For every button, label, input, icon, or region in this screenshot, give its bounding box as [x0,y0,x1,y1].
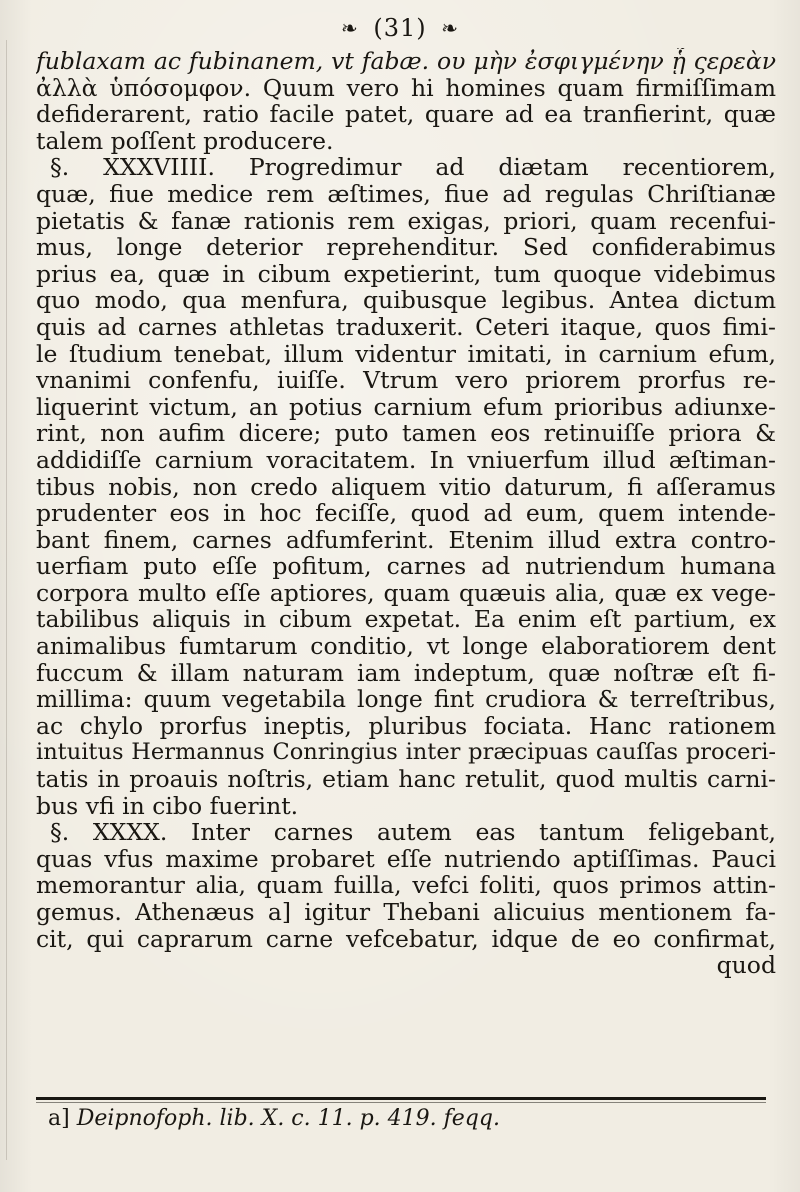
text-line: pietatis & fanæ rationis rem exigas, priori, quam recenfui- [36,207,776,235]
footnote-rule [36,1097,766,1100]
section-heading-line: §. XXXX. Inter carnes autem eas tantum feligebant, [50,819,776,846]
text-line: memorantur alia, quam fuilla, vefci foliti, quos primos attin- [36,872,776,899]
page-binding-shadow [6,40,7,1160]
text-line: vnanimi confenfu, iuiſſe. Vtrum vero priorem prorfus re- [36,367,776,394]
text-line: gemus. Athenæus a] igitur Thebani alicuius mentionem fa- [36,899,776,926]
footnote-text: Deipnofoph. lib. X. c. 11. p. 419. feqq. [76,1106,500,1131]
text-line: quas vfus maxime probaret eſſe nutriendo aptiſſimas. Pauci [36,845,776,873]
section-heading-line: §. XXXVIIII. Progredimur ad diætam recentiorem, [50,154,776,181]
text-line: animalibus fumtarum conditio, vt longe elaboratiorem dent [36,633,776,660]
text-line: fublaxam ac fubinanem, vt fabæ. ου μὴν ἐσφιγμένην ᾗ ςερεὰν [36,48,776,75]
text-line: fuccum & illam naturam iam indeptum, quæ noſtræ eſt fi- [36,659,776,687]
text-line: le ſtudium tenebat, illum videntur imitati, in carnium efum, [36,340,776,368]
catchword: quod [716,952,776,979]
text-line: ἀλλὰ ὑπόσομφον. Quum vero hi homines quam firmiſſimam [36,74,776,102]
text-line: millima: quum vegetabila longe fint crudiora & terreſtribus, [36,686,776,713]
text-line: quis ad carnes athletas traduxerit. Ceteri itaque, quos fimi- [36,313,776,341]
text-line: tabilibus aliquis in cibum expetat. Ea enim eſt partium, ex [36,606,776,634]
text-line: uerfiam puto eſſe pofitum, carnes ad nutriendum humana [36,553,776,580]
footnote-marker: a] [48,1106,70,1131]
page-header [0,12,800,42]
page-number: (31) [373,13,427,42]
right-ornament-icon: ❧ [441,15,460,40]
text-line: intuitus Hermannus Conringius inter præcipuas cauſſas proceri- [36,739,776,766]
text-line: quæ, fiue medice rem æſtimes, fiue ad regulas Chriſtianæ [36,180,776,208]
text-line: corpora multo eſſe aptiores, quam quæuis alia, quæ ex vege- [36,579,776,607]
text-line: mus, longe deterior reprehenditur. Sed confiderabimus [36,234,776,261]
footnote-rule-thin [36,1102,766,1103]
text-line: prius ea, quæ in cibum expetierint, tum quoque videbimus [36,260,776,288]
text-line: tatis in proauis noſtris, etiam hanc retulit, quod multis carni- [36,766,776,793]
text-line: prudenter eos in hoc feciſſe, quod ad eum, quem intende- [36,500,776,527]
text-line: rint, non aufim dicere; puto tamen eos retinuiſſe priora & [36,420,776,447]
text-line: cit, qui caprarum carne vefcebatur, idque de eo confirmat, [36,925,776,953]
text-line: liquerint victum, an potius carnium efum prioribus adiunxe- [36,393,776,421]
left-ornament-icon: ❧ [340,15,359,40]
text-line: bus vfi in cibo fuerint. [36,792,299,820]
main-text [36,48,776,979]
text-line: addidiſſe carnium voracitatem. In vniuerfum illud æſtiman- [36,446,776,474]
text-line: bant finem, carnes adfumferint. Etenim illud extra contro- [36,526,776,554]
footnote [48,1106,500,1131]
text-line: ac chylo prorfus ineptis, pluribus fociata. Hanc rationem [36,712,776,740]
text-line: tibus nobis, non credo aliquem vitio daturum, fi aſſeramus [36,473,776,501]
text-line: defiderarent, ratio facile patet, quare ad ea tranfierint, quæ [36,101,776,128]
text-line: talem poſſent producere. [36,127,334,155]
text-line: quo modo, qua menfura, quibusque legibus. Antea dictum [36,287,776,314]
